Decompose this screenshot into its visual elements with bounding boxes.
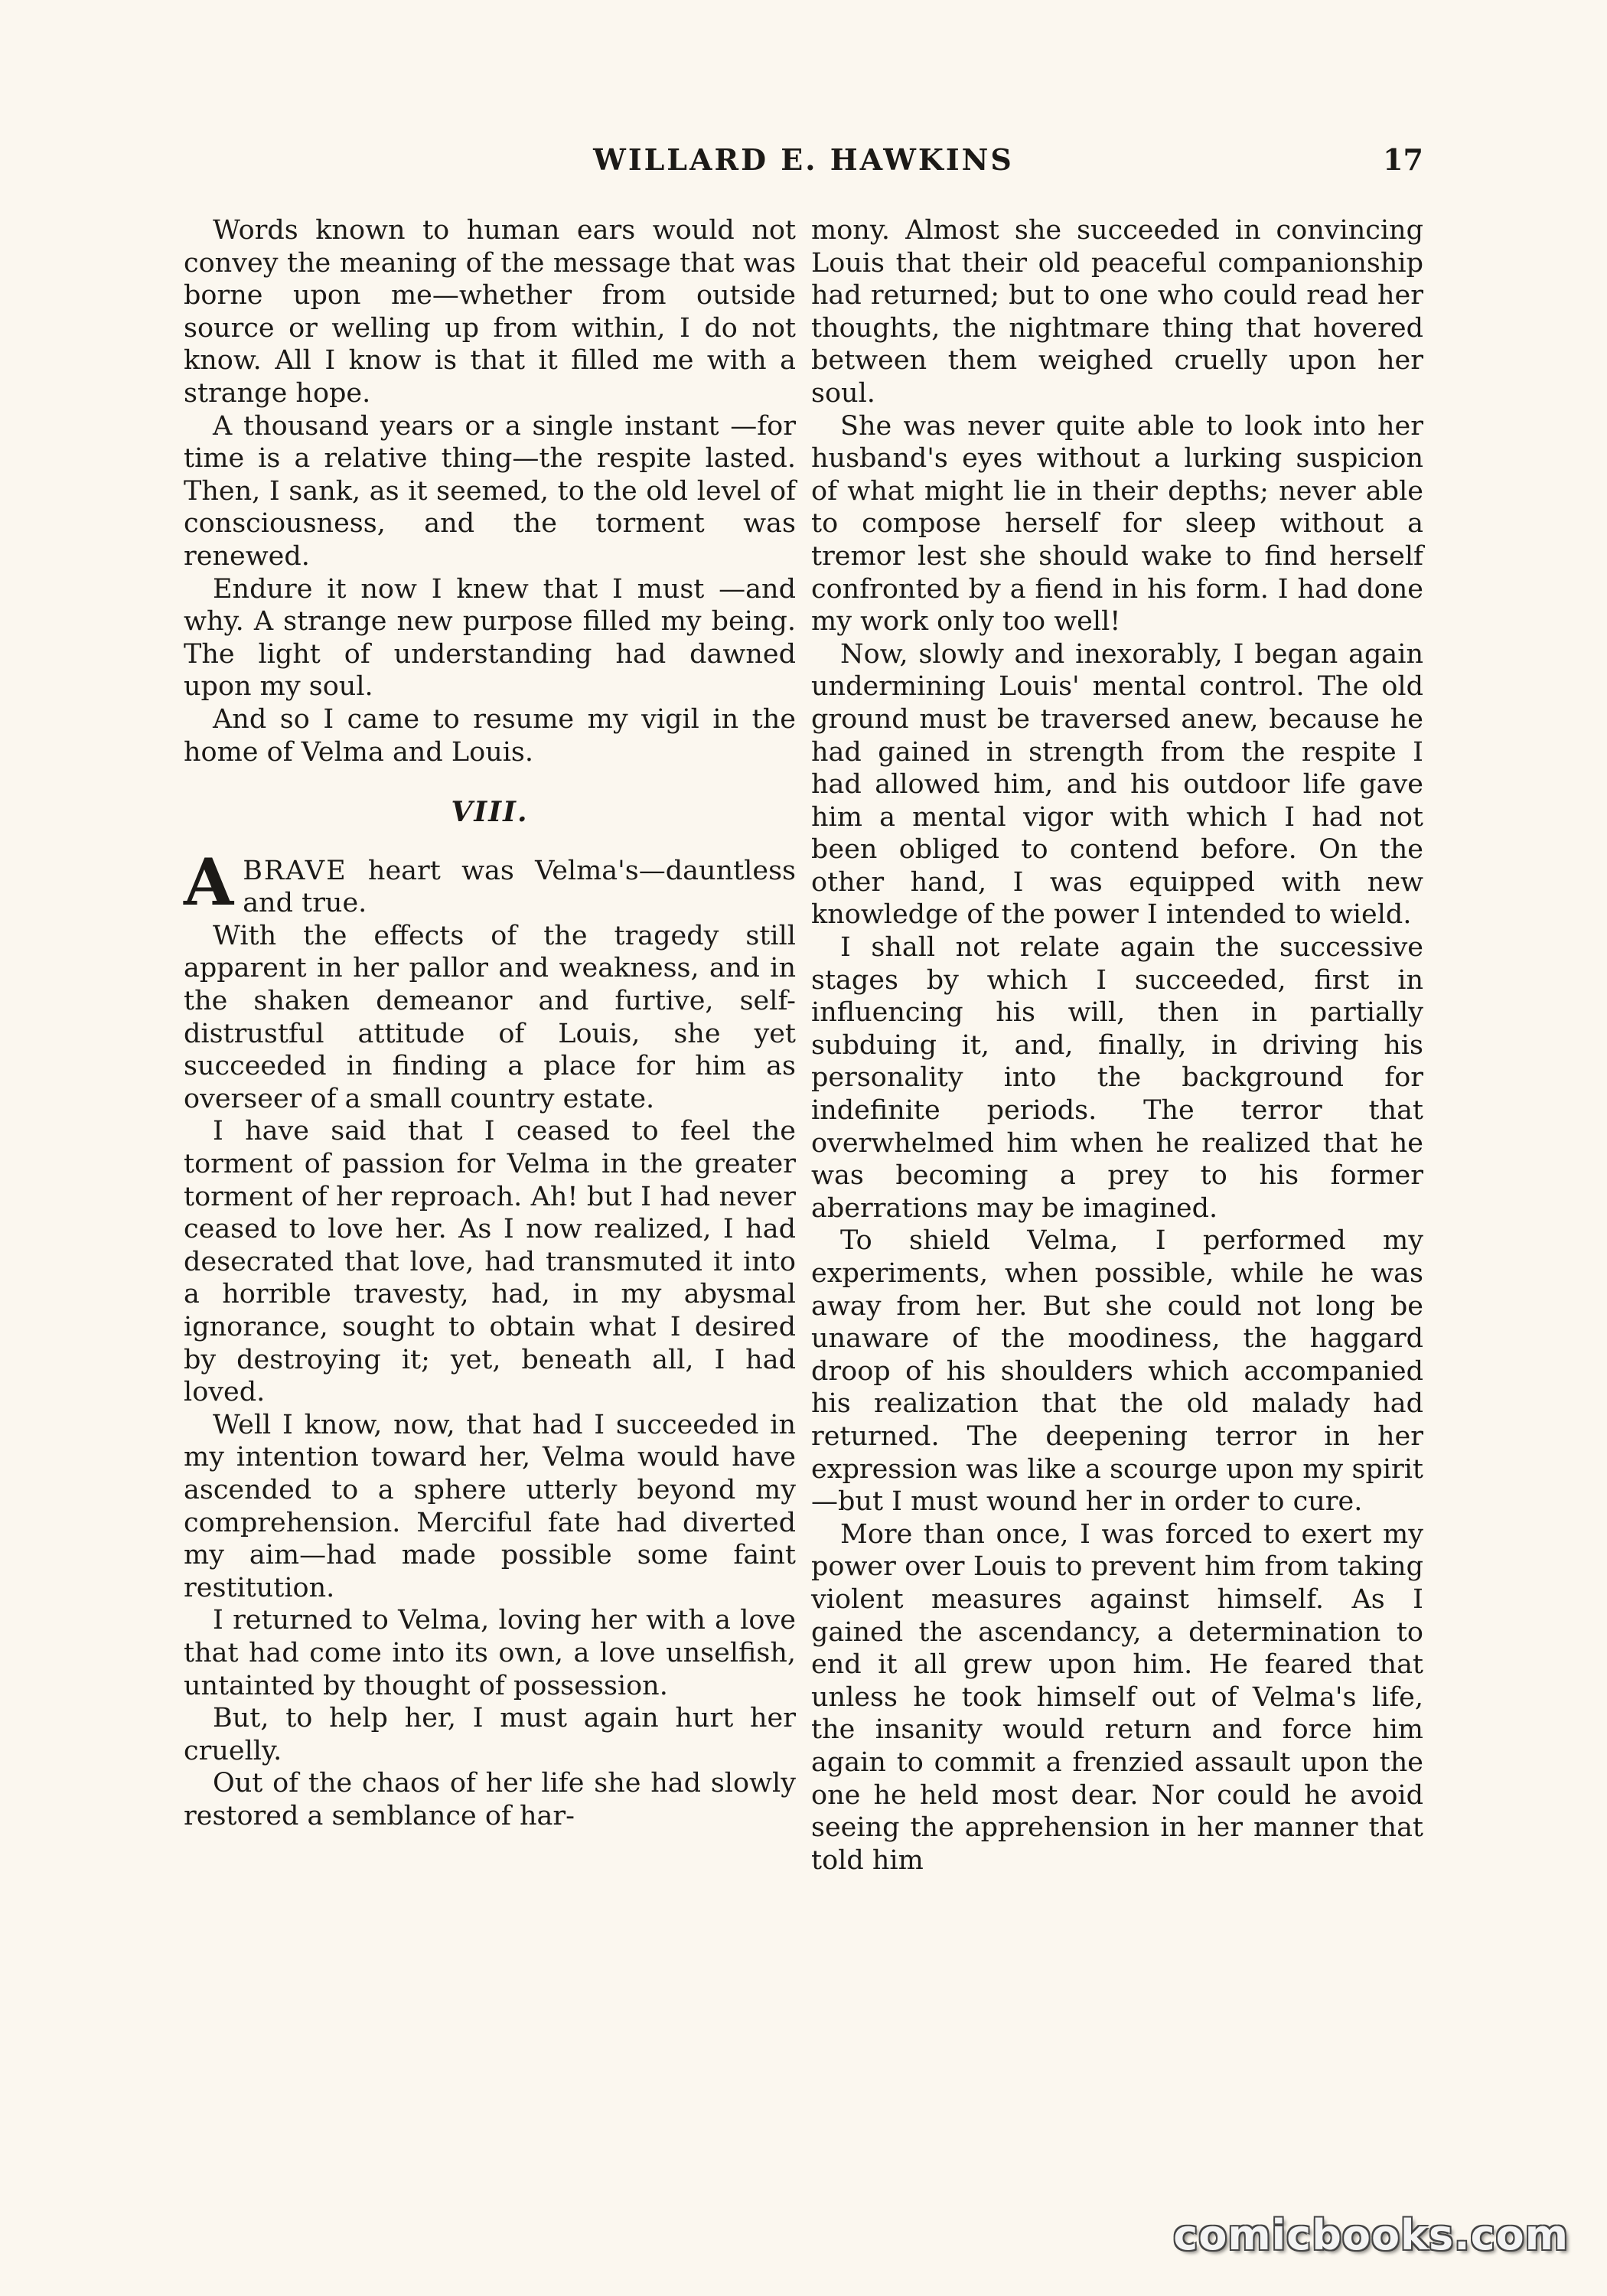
right-column [811,214,1423,1877]
chapter-opening-paragraph [184,843,796,920]
paragraph: Out of the chaos of her life she had slowly restored a semblance of har- [184,1768,796,1831]
paragraph: To shield Velma, I performed my experiments, when possible, while he was away from her. But she could not long be unaware of the moodiness, the haggard droop of his shoulders which accompanied his realization that the old malady had returned. The deepening terror in her expression was like a scourge upon my spirit—but I must wound her in order to cure. [811,1225,1423,1518]
paragraph: I shall not relate again the successive stages by which I succeeded, first in influencing his will, then in partially subduing it, and, finally, in driving his personality into the background for indefinite periods. The terror that overwhelmed him when he realized that he was becoming a prey to his former aberrations may be imagined. [811,932,1423,1224]
running-head-author: WILLARD E. HAWKINS [593,142,1014,177]
page-number: 17 [1383,142,1423,177]
watermark-logo: comicbooks.com [1173,2211,1569,2259]
chapter-heading: VIII. [451,796,529,829]
paragraph: Now, slowly and inexorably, I began again undermining Louis' mental control. The old ground must be traversed anew, because he had gained in strength from the respite I had allowed him, and his outdoor life gave him a mental vigor with which I had not been obliged to contend before. On the other hand, I was equipped with new knowledge of the power I intended to wield. [811,638,1423,931]
paragraph: More than once, I was forced to exert my power over Louis to prevent him from taking violent measures against himself. As I gained the ascendancy, a determination to end it all grew upon him. He feared that unless he took himself out of Velma's life, the insanity would return and force him again to commit a frenzied assault upon the one he held most dear. Nor could he avoid seeing the apprehension in her manner that told him [811,1518,1423,1876]
paragraph: I returned to Velma, loving her with a love that had come into its own, a love unselfish, untainted by thought of possession. [184,1605,796,1701]
paragraph-continued: mony. Almost she succeeded in convincing Louis that their old peaceful companionship had returned; but to one who could read her thoughts, the nightmare thing that hovered between them weighed cruelly upon her soul. [811,215,1423,409]
paragraph: Endure it now I knew that I must —and why. A strange new purpose filled my being. The light of understanding had dawned upon my soul. [184,573,796,703]
drop-cap: A [184,843,234,920]
paragraph: I have said that I ceased to feel the torment of passion for Velma in the greater torment of her reproach. Ah! but I had never ceased to love her. As I now realized, I had desecrated that love, had transmuted it into a horrible travesty, had, in my abysmal ignorance, sought to obtain what I desired by destroying it; yet, beneath all, I had loved. [184,1116,796,1408]
paragraph: With the effects of the tragedy still apparent in her pallor and weakness, and in the shaken demeanor and furtive, self-distrustful attitude of Louis, she yet succeeded in finding a place for him as overseer of a small country estate. [184,920,796,1114]
page-header [184,142,1423,188]
left-column [184,214,796,1833]
opening-smallcaps-word: BRAVE [243,855,347,886]
paragraph: A thousand years or a single instant —for time is a relative thing—the respite lasted. Then, I sank, as it seemed, to the old level of consciousness, and the torment was renewed. [184,410,796,572]
paragraph: Words known to human ears would not convey the meaning of the message that was borne upon me—whether from outside source or welling up from within, I do not know. All I know is that it filled me with a strange hope. [184,215,796,409]
paragraph: She was never quite able to look into her husband's eyes without a lurking suspicion of what might lie in their depths; never able to compose herself for sleep without a tremor lest she should wake to find herself confronted by a fiend in his form. I had done my work only too well! [811,410,1423,638]
paragraph: And so I came to resume my vigil in the home of Velma and Louis. [184,703,796,768]
opening-line-text: heart was Velma's—dauntless and true. [243,855,796,919]
paragraph: Well I know, now, that had I succeeded in my intention toward her, Velma would have ascended to a sphere utterly beyond my comprehension. Merciful fate had diverted my aim—had made possible some faint restitution. [184,1409,796,1603]
paragraph: But, to help her, I must again hurt her cruelly. [184,1703,796,1766]
